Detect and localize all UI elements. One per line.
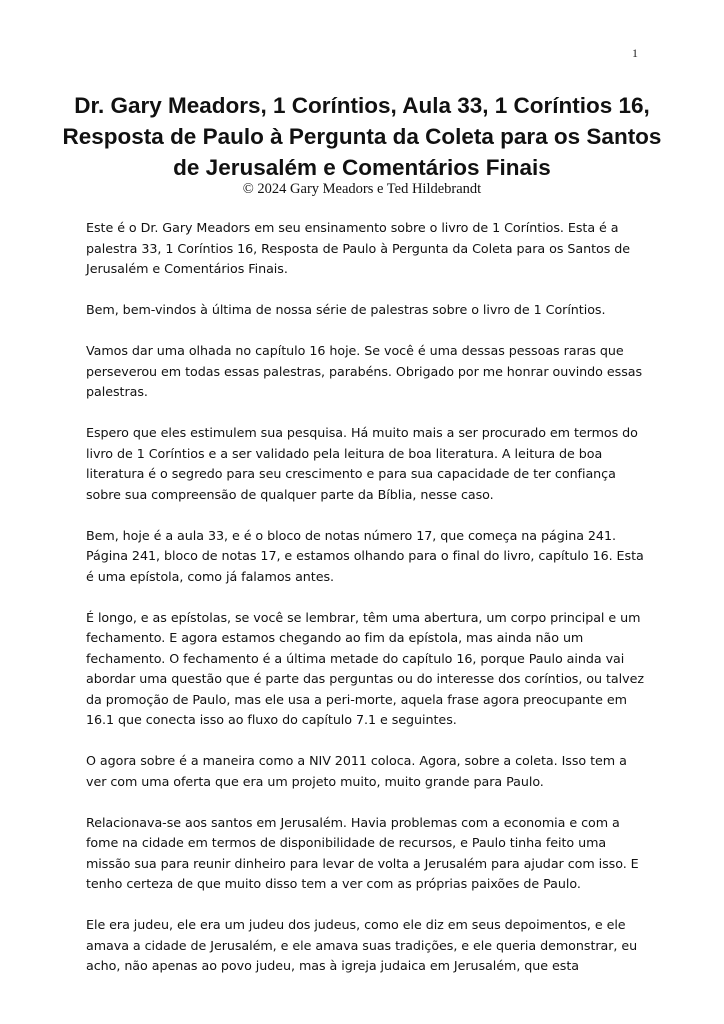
paragraph: É longo, e as epístolas, se você se lembrar, têm uma abertura, um corpo principal e um fechamento. E agora estamos chegando ao fim da epístola, mas ainda não um fechamento. O fechamento é a última metade do capítulo 16, porque Paulo ainda vai abordar uma questão que é parte das perguntas ou do interesse dos coríntios, ou talvez da promoção de Paulo, mas ele usa a peri-morte, aquela frase agora preocupante em 16.1 que conecta isso ao fluxo do capítulo 7.1 e seguintes.	[86, 609, 644, 727]
copyright-line: © 2024 Gary Meadors e Ted Hildebrandt	[242, 181, 482, 197]
paragraph: Vamos dar uma olhada no capítulo 16 hoje. Se você é uma dessas pessoas raras que perseverou em todas essas palestras, parabéns. Obrigado por me honrar ouvindo essas palestras.	[86, 343, 643, 399]
paragraph: Espero que eles estimulem sua pesquisa. Há muito mais a ser procurado em termos do livro de 1 Coríntios e a ser validado pela leitura de boa literatura. A leitura de boa literatura é o segredo para seu crescimento e para sua capacidade de ter confiança sobre sua compreensão de qualquer parte da Bíblia, nesse caso.	[86, 425, 638, 502]
document-title: Dr. Gary Meadors, 1 Coríntios, Aula 33, 1 Coríntios 16, Resposta de Paulo à Pergunta da Coleta para os Santos de Jerusalém e Comentários Finais	[62, 93, 662, 180]
document-body	[86, 218, 646, 997]
paragraph: Bem, bem-vindos à última de nossa série de palestras sobre o livro de 1 Coríntios.	[86, 302, 606, 317]
page-number: 1	[632, 46, 638, 60]
document-header	[60, 90, 664, 198]
paragraph: Bem, hoje é a aula 33, e é o bloco de notas número 17, que começa na página 241. Página 241, bloco de notas 17, e estamos olhando para o final do livro, capítulo 16. Esta é uma epístola, como já falamos antes.	[86, 527, 644, 584]
paragraph: O agora sobre é a maneira como a NIV 2011 coloca. Agora, sobre a coleta. Isso tem a ver com uma oferta que era um projeto muito, muito grande para Paulo.	[86, 753, 627, 789]
paragraph: Relacionava-se aos santos em Jerusalém. Havia problemas com a economia e com a fome na cidade em termos de disponibilidade de recursos, e Paulo tinha feito uma missão sua para reunir dinheiro para levar de volta a Jerusalém para ajudar com isso. E tenho certeza de que muito disso tem a ver com as próprias paixões de Paulo.	[86, 814, 639, 891]
paragraph: Ele era judeu, ele era um judeu dos judeus, como ele diz em seus depoimentos, e ele amava a cidade de Jerusalém, e ele amava suas tradições, e ele queria demonstrar, eu acho, não apenas ao povo judeu, mas à igreja judaica em Jerusalém, que esta	[86, 917, 638, 973]
paragraph: Este é o Dr. Gary Meadors em seu ensinamento sobre o livro de 1 Coríntios. Esta é a palestra 33, 1 Coríntios 16, Resposta de Paulo à Pergunta da Coleta para os Santos de Jerusalém e Comentários Finais.	[86, 220, 631, 276]
